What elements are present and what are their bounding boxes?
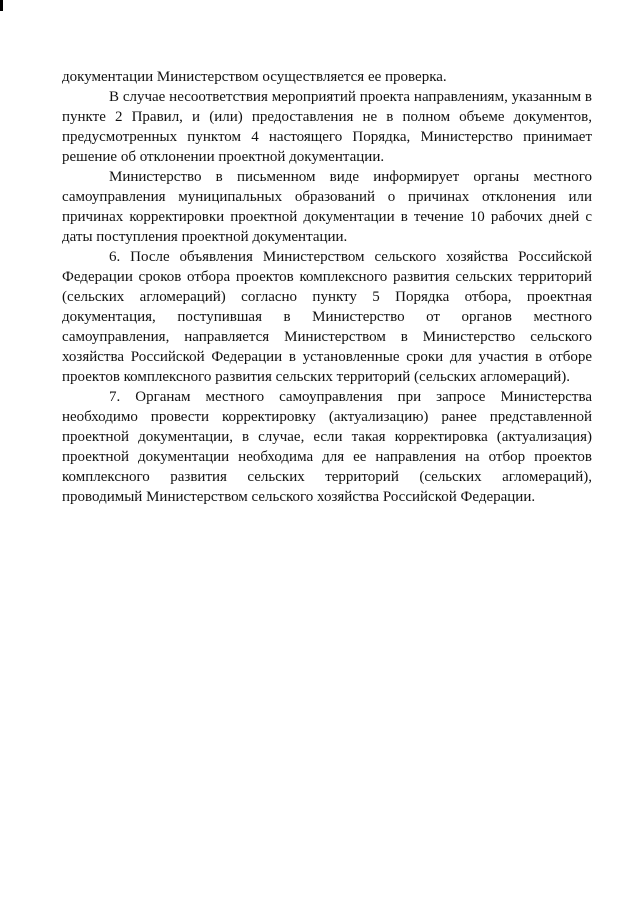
paragraph-item-6: 6. После объявления Министерством сельского хозяйства Российской Федерации сроков отбора проектов комплексного развития сельских территорий (сельских агломераций) согласно пункту 5 Порядка отбора, проектная документация, поступившая в Министерство от органов местного самоуправления, направляется Министерством в Министерство сельского хозяйства Российской Федерации в установленные сроки для участия в отборе проектов комплексного развития сельских территорий (сельских агломераций). (62, 249, 592, 385)
paragraph-item-7: 7. Органам местного самоуправления при запросе Министерства необходимо провести корректировку (актуализацию) ранее представленной проектной документации, в случае, если такая корректировка (актуализация) проектной документации необходима для ее направления на отбор проектов комплексного развития сельских территорий (сельских агломераций), проводимый Министерством сельского хозяйства Российской Федерации. (62, 389, 592, 505)
paragraph-rejection-grounds: В случае несоответствия мероприятий проекта направлениям, указанным в пункте 2 Правил, и (или) предоставления не в полном объеме документов, предусмотренных пунктом 4 настоящего Порядка, Министерство принимает решение об отклонении проектной документации. (62, 89, 592, 165)
scan-corner-mark (0, 0, 3, 11)
paragraph-continuation: документации Министерством осуществляется ее проверка. (62, 69, 447, 85)
document-body (62, 67, 592, 507)
paragraph-notification: Министерство в письменном виде информирует органы местного самоуправления муниципальных образований о причинах отклонения или причинах корректировки проектной документации в течение 10 рабочих дней с даты поступления проектной документации. (62, 169, 592, 245)
